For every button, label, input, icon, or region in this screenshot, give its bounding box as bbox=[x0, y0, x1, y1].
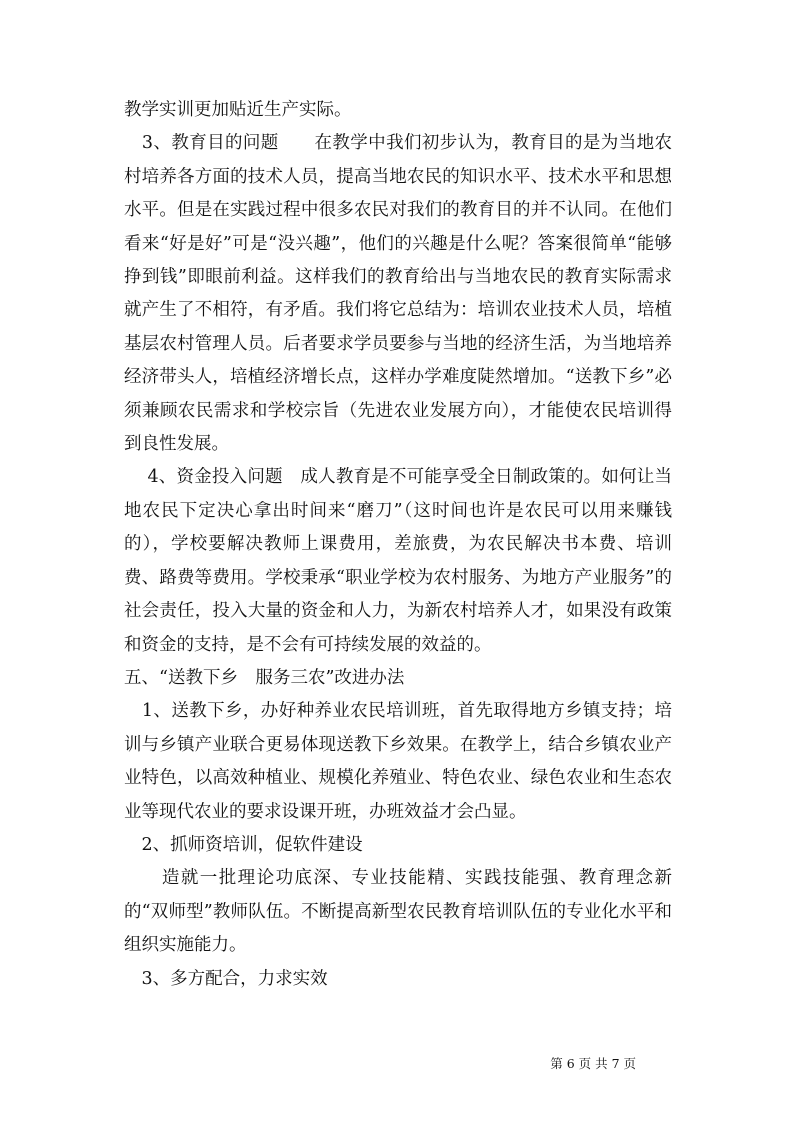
paragraph-item-3-heading: 3、多方配合，力求实效 bbox=[124, 968, 328, 989]
paragraph-continuation: 教学实训更加贴近生产实际。 bbox=[124, 100, 352, 120]
paragraph-education-goal: 3、教育目的问题 在教学中我们初步认为，教育目的是为当地农村培养各方面的技术人员，提高当地农民的知识水平、技术水平和思想水平。但是在实践过程中很多农民对我们的教育目的并不认同。在他们看来“好是好”可是“没兴趣”，他们的兴趣是什么呢？答案很简单“能够挣到钱”即眼前利益。这样我们的教育给出与当地农民的教育实际需求就产生了不相符，有矛盾。我们将它总结为：培训农业技术人员，培植基层农村管理人员。后者要求学员要参与当地的经济生活，为当地培养经济带头人，培植经济增长点，这样办学难度陡然增加。“送教下乡”必须兼顾农民需求和学校宗旨（先进农业发展方向），才能使农民培训得到良性发展。 bbox=[124, 133, 672, 455]
page-number: 第 6 页 共 7 页 bbox=[550, 1056, 636, 1071]
section-heading-improvement: 五、“送教下乡 服务三农”改进办法 bbox=[124, 667, 405, 688]
paragraph-funding: 4、资金投入问题 成人教育是不可能享受全日制政策的。如何让当地农民下定决心拿出时间来“磨刀”（这时间也许是农民可以用来赚钱的），学校要解决教师上课费用，差旅费，为农民解决书本费、培训费、路费等费用。学校秉承“职业学校为农村服务、为地方产业服务”的社会责任，投入大量的资金和人力，为新农村培养人才，如果没有政策和资金的支持，是不会有可持续发展的效益的。 bbox=[124, 467, 672, 655]
paragraph-item-1: 1、送教下乡，办好种养业农民培训班，首先取得地方乡镇支持；培训与乡镇产业联合更易体现送教下乡效果。在教学上，结合乡镇农业产业特色，以高效种植业、规模化养殖业、特色农业、绿色农业和生态农业等现代农业的要求设课开班，办班效益才会凸显。 bbox=[124, 701, 672, 822]
paragraph-item-2-body: 造就一批理论功底深、专业技能精、实践技能强、教育理念新的“双师型”教师队伍。不断提高新型农民教育培训队伍的专业化水平和组织实施能力。 bbox=[124, 868, 672, 956]
document-body bbox=[124, 94, 672, 996]
paragraph-item-2-heading: 2、抓师资培训，促软件建设 bbox=[124, 834, 363, 855]
